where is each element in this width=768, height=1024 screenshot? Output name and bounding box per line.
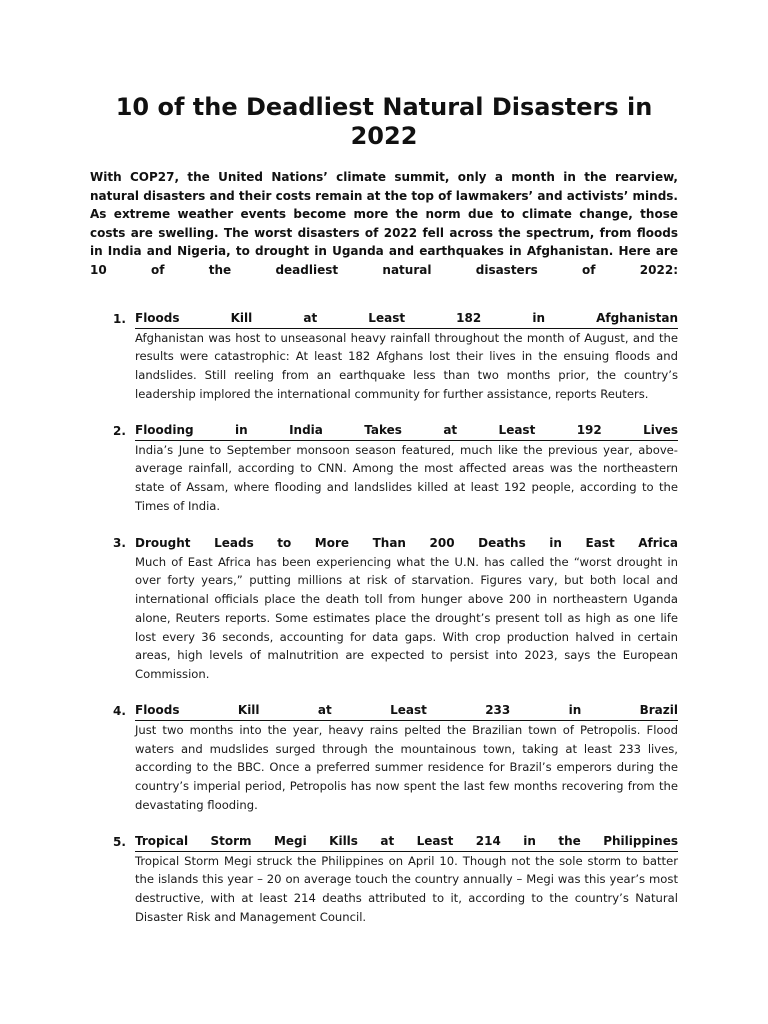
item-number: 2. bbox=[113, 424, 126, 439]
list-item bbox=[90, 422, 678, 516]
list-item bbox=[90, 702, 678, 814]
page-title: 10 of the Deadliest Natural Disasters in 2022 bbox=[115, 93, 653, 150]
list-item bbox=[90, 310, 678, 404]
item-body: Just two months into the year, heavy rains pelted the Brazilian town of Petropolis. Flood waters and mudslides surged through the mountainous town, taking at least 233 lives, according to the BBC. Once a preferred summer residence for Brazil’s emperors during the country’s imperial period, Petropolis has now spent the last few months recovering from the devastating flooding. bbox=[135, 722, 678, 812]
item-body: Much of East Africa has been experiencing what the U.N. has called the “worst drought in over forty years,” putting millions at risk of starvation. Figures vary, but both local and international officials place the death toll from hunger above 200 in northeastern Uganda alone, Reuters reports. Some estimates place the drought’s present toll as high as one life lost every 36 seconds, accounting for data gaps. With crop production halved in certain areas, high levels of malnutrition are expected to persist into 2023, says the European Commission. bbox=[135, 554, 678, 681]
item-number: 1. bbox=[113, 312, 126, 326]
item-heading: Floods Kill at Least 182 in Afghanistan bbox=[135, 310, 678, 329]
item-number: 3. bbox=[113, 536, 126, 551]
item-heading: Floods Kill at Least 233 in Brazil bbox=[135, 702, 678, 721]
item-number: 4. bbox=[113, 704, 126, 719]
item-number: 5. bbox=[113, 834, 126, 849]
item-body: India’s June to September monsoon season featured, much like the previous year, above-average rainfall, according to CNN. Among the most affected areas was the northeastern state of Assam, where flooding and landslides killed at least 192 people, according to the Times of India. bbox=[135, 442, 678, 513]
item-heading: Drought Leads to More Than 200 Deaths in East Africa bbox=[135, 536, 678, 551]
item-body: Afghanistan was host to unseasonal heavy rainfall throughout the month of August, and the results were catastrophic: At least 182 Afghans lost their lives in the ensuing floods and landslides. Still reeling from an earthquake less than two months prior, the country’s leadership implored the international community for further assistance, reports Reuters. bbox=[135, 330, 678, 401]
item-body: Tropical Storm Megi struck the Philippines on April 10. Though not the sole storm to batter the islands this year – 20 on average touch the country annually – Megi was this year’s most destructive, with at least 214 deaths attributed to it, according to the country’s Natural Disaster Risk and Management Council. bbox=[135, 853, 678, 924]
disaster-list bbox=[90, 310, 678, 945]
item-heading: Flooding in India Takes at Least 192 Lives bbox=[135, 422, 678, 441]
intro-paragraph: With COP27, the United Nations’ climate summit, only a month in the rearview, natural disasters and their costs remain at the top of lawmakers’ and activists’ minds. As extreme weather events become more the norm due to climate change, those costs are swelling. The worst disasters of 2022 fell across the spectrum, from floods in India and Nigeria, to drought in Uganda and earthquakes in Afghanistan. Here are 10 of the deadliest natural disasters of 2022: bbox=[90, 170, 678, 277]
item-heading: Tropical Storm Megi Kills at Least 214 in the Philippines bbox=[135, 833, 678, 852]
list-item bbox=[90, 534, 678, 684]
list-item bbox=[90, 833, 678, 927]
